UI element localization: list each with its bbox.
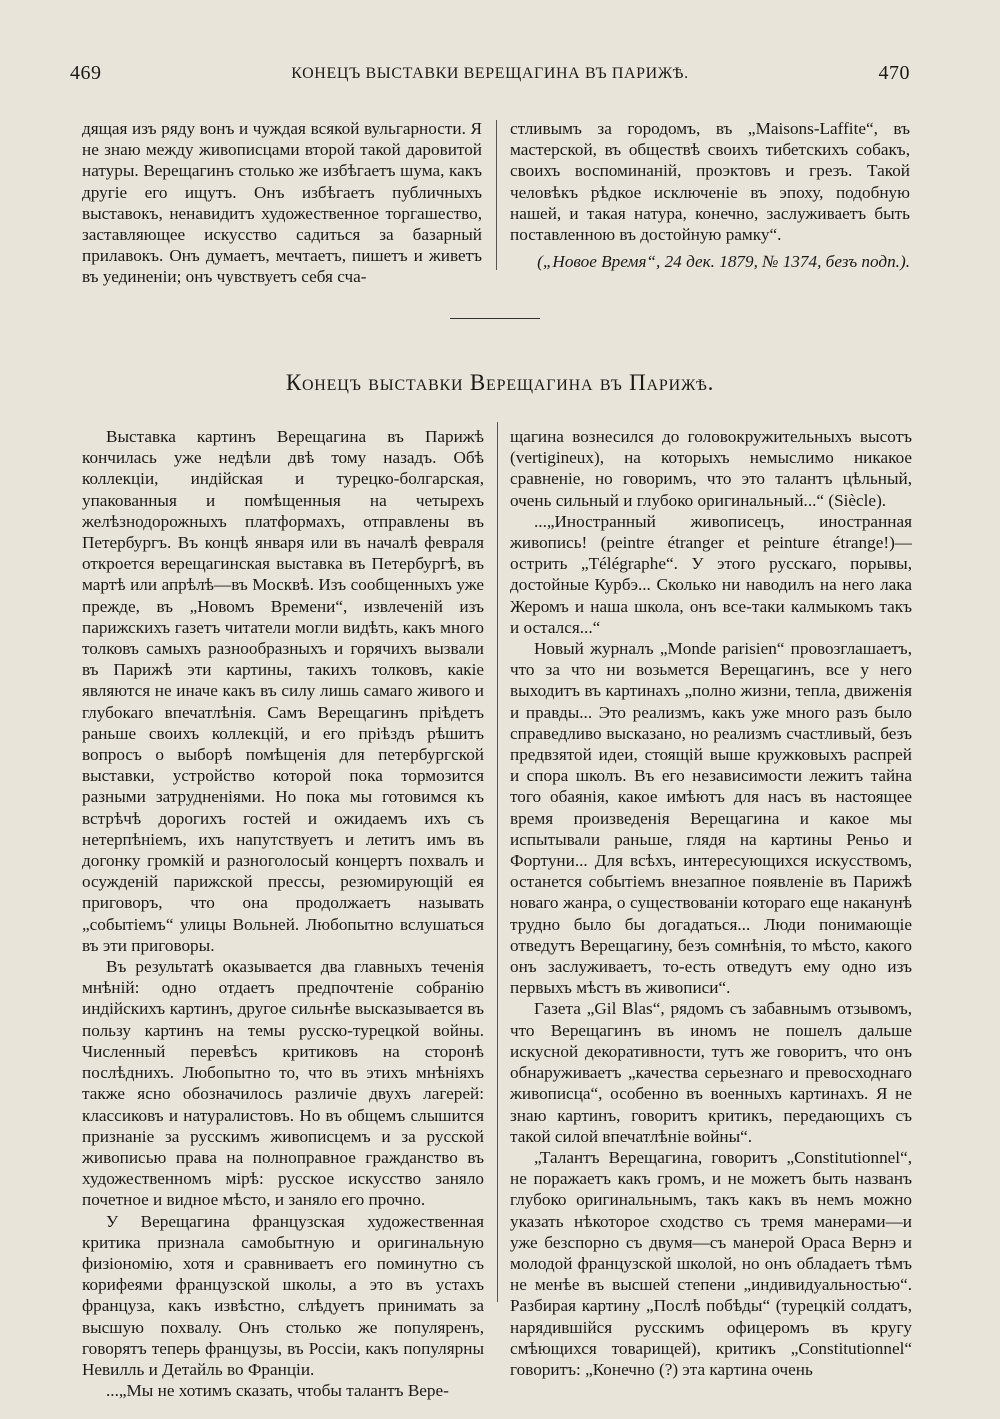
previous-article-signature: („Новое Время“, 24 дек. 1879, № 1374, безъ подп.). — [537, 252, 910, 272]
running-head — [70, 62, 910, 92]
article-paragraph: Выставка картинъ Верещагина въ Парижѣ кончилась уже недѣли двѣ тому назадъ. Обѣ коллекціи, индійская и турецко-болгарская, упакованныя и помѣщенныя на четырехъ желѣзнодорожныхъ платформахъ, отправлены въ Петербургъ. Въ концѣ января или въ началѣ февраля откроется верещагинская выставка въ Петербургѣ, въ мартѣ или апрѣлѣ—въ Москвѣ. Изъ сообщенныхъ уже прежде, въ „Новомъ Времени“, извлеченій изъ парижскихъ газетъ читатели могли видѣть, какъ много толковъ самыхъ разнообразныхъ и горячихъ вызвали въ Парижѣ эти картины, такихъ толковъ, какіе являются не иначе какъ въ силу лишь самаго живого и глубокаго впечатлѣнія. Самъ Верещагинъ пріѣдетъ раньше своихъ коллекцій, и его пріѣздъ рѣшитъ вопросъ о выборѣ помѣщенія для петербургской выставки, устройство которой пока тормозится разными затрудненіями. Но пока мы готовимся къ встрѣчѣ дорогихъ гостей и ожидаемъ ихъ съ нетерпѣніемъ, ихъ напутствуетъ и летитъ имъ въ догонку громкій и разноголосый концертъ похвалъ и осужденій парижской прессы, резюмирующій ея приговоръ, что она продолжаетъ называть „событіемъ“ улицы Вольней. Любопытно вслушаться въ эти приговоры. — [82, 427, 484, 955]
column-divider-main — [497, 422, 498, 1302]
previous-article-left-text: дящая изъ ряду вонъ и чуждая всякой вульгарности. Я не знаю между живописцами второй такой даровитой натуры. Верещагинъ столько же избѣгаетъ шума, какъ другіе его ищутъ. Онъ избѣгаетъ публичныхъ выставокъ, ненавидитъ художественное торгашество, заставляющее искусство садиться за базарный прилавокъ. Онъ думаетъ, мечтаетъ, пишетъ и живетъ въ уединеніи; онъ чувствуетъ себя сча- — [82, 119, 482, 287]
article-paragraph: ...„Иностранный живописецъ, иностранная живопись! (peintre étranger et peinture étrange!)—острить „Télégraphe“. У этого русскаго, порывы, достойные Курбэ... Сколько ни наводилъ на него лака Жеромъ и наша школа, онъ все-таки калмыкомъ такъ и остался...“ — [510, 511, 912, 637]
article-paragraph: У Верещагина французская художественная критика признала самобытную и оригинальную физіономію, хотя и сравниваетъ его поминутно съ корифеями французской школы, а это въ устахъ француза, какъ извѣстно, слѣдуетъ принимать за высшую похвалу. Онъ столько же популяренъ, говорятъ теперь французы, въ Россіи, какъ популярны Невилль и Детайль во Франціи. — [82, 1211, 484, 1379]
section-separator — [450, 318, 540, 319]
article-title: Конецъ выставки Верещагина въ Парижѣ. — [285, 370, 715, 395]
article-paragraph: щагина вознесился до головокружительныхъ высотъ (vertigineux), на которыхъ немыслимо никакое сравненіе, но говоримъ, что это талантъ цѣльный, очень сильный и глубоко оригинальный...“ (Siècle). — [510, 427, 912, 510]
previous-article-left-column — [82, 118, 482, 288]
running-title: КОНЕЦЪ ВЫСТАВКИ ВЕРЕЩАГИНА ВЪ ПАРИЖѢ. — [291, 65, 689, 82]
previous-article-right-column — [510, 118, 910, 272]
column-divider-top — [496, 120, 497, 270]
page-number-left: 469 — [70, 62, 102, 84]
previous-article-right-text: стливымъ за городомъ, въ „Maisons-Laffite“, въ мастерской, въ обществѣ своихъ тибетскихъ собакъ, своихъ воспоминаній, проэктовъ и грезъ. Такой человѣкъ рѣдкое исключеніе въ эпоху, подобную нашей, и такая натура, конечно, заслуживаетъ быть поставленною въ достойную рамку“. — [510, 119, 910, 245]
article-paragraph: Газета „Gil Blas“, рядомъ съ забавнымъ отзывомъ, что Верещагинъ въ иномъ не пошелъ дальше искусной декоративности, тутъ же говоритъ, что онъ обнаруживаетъ „качества серьезнаго и превосходнаго живописца“, особенно въ военныхъ картинахъ. Я не знаю картинъ, говоритъ критикъ, передающихъ съ такой силой впечатлѣніе войны“. — [510, 999, 912, 1146]
article-paragraph: „Талантъ Верещагина, говоритъ „Constitutionnel“, не поражаетъ какъ громъ, и не можетъ быть названъ глубоко оригинальнымъ, такъ какъ въ немъ можно указать нѣкоторое сходство съ тремя манерами—и уже безспорно съ двумя—съ манерой Ораса Вернэ и молодой французской школой, но онъ обладаетъ тѣмъ не менѣе въ высшей степени „индивидуальностью“. Разбирая картину „Послѣ побѣды“ (турецкій солдатъ, нарядившійся русскимъ офицеромъ въ кругу смѣющихся товарищей), критикъ „Constitutionnel“ говоритъ: „Конечно (?) эта картина очень — [510, 1147, 912, 1379]
article-paragraph: Въ результатѣ оказывается два главныхъ теченія мнѣній: одно отдаетъ предпочтеніе собранію индійскихъ картинъ, другое сильнѣе высказывается въ пользу картинъ на темы русско-турецкой войны. Численный перевѣсъ критиковъ на сторонѣ послѣднихъ. Любопытно то, что въ этихъ мнѣніяхъ также ясно обозначилось различіе двухъ лагерей: классиковъ и натуралистовъ. Но въ общемъ слышится признаніе за русскимъ живописцемъ и за русской живописью права на полноправное гражданство въ художественномъ мірѣ: русское искусство заняло почетное и видное мѣсто, и заняло его прочно. — [82, 957, 484, 1210]
article-paragraph: ...„Мы не хотимъ сказать, чтобы талантъ Вере- — [106, 1381, 449, 1401]
page-number-right: 470 — [878, 62, 910, 84]
article-left-column — [82, 426, 484, 1401]
article-paragraph: Новый журналъ „Monde parisien“ провозглашаетъ, что за что ни возьмется Верещагинъ, все у него выходитъ въ картинахъ „полно жизни, тепла, движенія и правды... Это реализмъ, какъ уже много разъ было справедливо высказано, но реализмъ счастливый, безъ предвзятой идеи, стоящій выше кружковыхъ распрей и спора школъ. Въ его независимости лежитъ тайна того обаянія, какое имѣютъ для насъ въ настоящее время произведенія Верещагина и какое мы испытывали раньше, глядя на картины Реньо и Фортуни... Для всѣхъ, интересующихся искусствомъ, останется событіемъ внезапное появленіе въ Парижѣ новаго жанра, о существованіи котораго еще наканунѣ трудно было бы догадаться... Люди понимающіе отведутъ Верещагину, безъ сомнѣнія, то мѣсто, какого онъ заслуживаетъ, то-есть отведутъ ему одно изъ первыхъ мѣстъ въ живописи“. — [510, 639, 912, 998]
article-right-column — [510, 426, 912, 1380]
